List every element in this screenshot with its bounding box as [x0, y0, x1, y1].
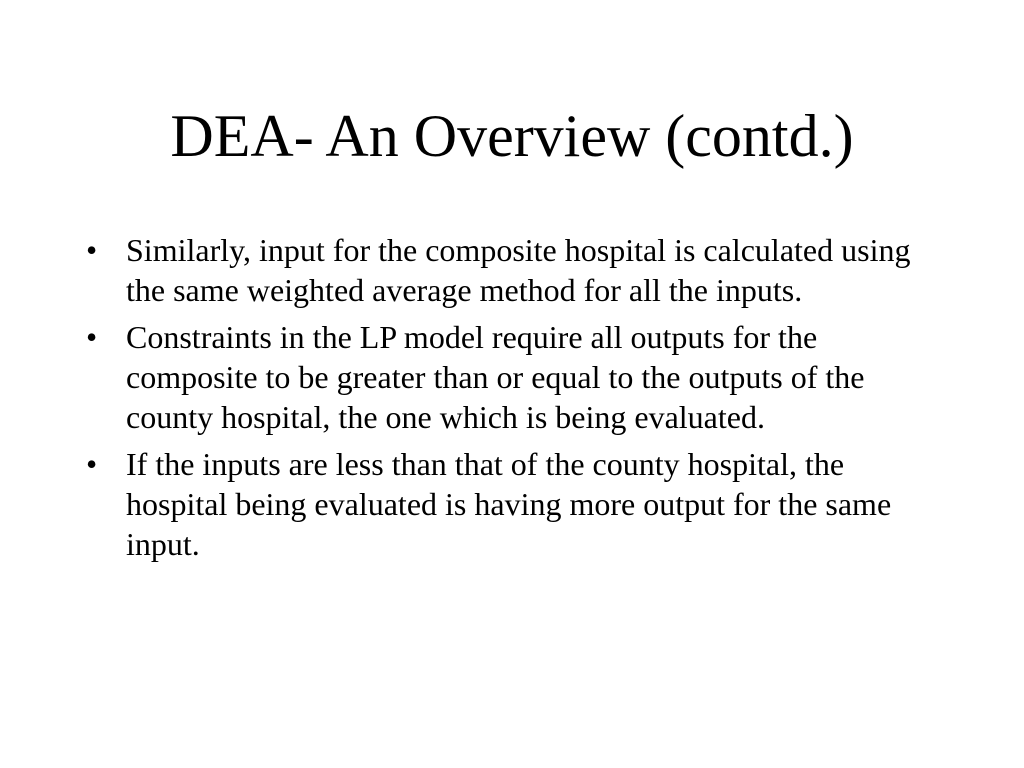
bullet-text: Constraints in the LP model require all outputs for the composite to be greater than or equal to the outputs of the county hospital, the one which is being evaluated.: [126, 319, 865, 435]
slide-title: DEA- An Overview (contd.): [170, 103, 854, 169]
bullet-item: [86, 317, 946, 437]
bullet-item: [86, 444, 946, 564]
bullet-list: [86, 230, 946, 571]
bullet-marker: •: [86, 319, 98, 355]
bullet-text: If the inputs are less than that of the county hospital, the hospital being evaluated is having more output for the same input.: [126, 446, 892, 562]
bullet-marker: •: [86, 232, 98, 268]
bullet-text: Similarly, input for the composite hospital is calculated using the same weighted average method for all the inputs.: [126, 232, 911, 308]
bullet-item: [86, 230, 946, 310]
bullet-marker: •: [86, 446, 98, 482]
